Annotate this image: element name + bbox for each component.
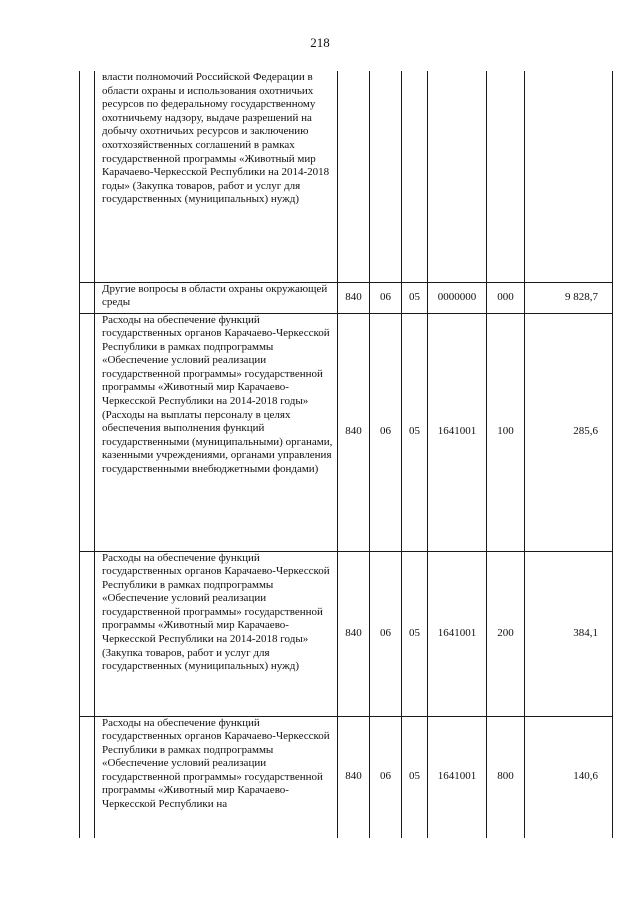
expense-type-code: 800 <box>487 716 525 838</box>
margin-cell <box>80 716 95 838</box>
row-description: власти полномочий Российской Федерации в области охраны и использования охотничьих ресурсов по федеральному государственному охотничьему надзору, выдаче разрешений на добычу охотничьих ресурсов и заключению охотхозяйственных соглашений в рамках государственной программы «Животный мир Карачаево-Черкесской Республики на 2014-2018 годы» (Закупка товаров, работ и услуг для государственных (муниципальных) нужд) <box>95 71 338 282</box>
section-code: 06 <box>370 716 402 838</box>
target-code: 0000000 <box>428 282 487 313</box>
amount: 384,1 <box>525 551 613 716</box>
ministry-code: 840 <box>338 282 370 313</box>
margin-cell <box>80 313 95 551</box>
target-code <box>428 71 487 282</box>
row-description: Расходы на обеспечение функций государственных органов Карачаево-Черкесской Республики в рамках подпрограммы «Обеспечение условий реализации государственной программы» государственной программы «Животный мир Карачаево-Черкесской Республики на 2014-2018 годы» (Закупка товаров, работ и услуг для государственных (муниципальных) нужд) <box>95 551 338 716</box>
section-code <box>370 71 402 282</box>
table-row <box>80 313 613 551</box>
amount: 9 828,7 <box>525 282 613 313</box>
budget-table <box>79 71 613 838</box>
expense-type-code: 100 <box>487 313 525 551</box>
amount: 285,6 <box>525 313 613 551</box>
page-number: 218 <box>310 35 330 50</box>
expense-type-code: 200 <box>487 551 525 716</box>
expense-type-code: 000 <box>487 282 525 313</box>
table-row <box>80 551 613 716</box>
section-code: 06 <box>370 313 402 551</box>
row-description: Расходы на обеспечение функций государственных органов Карачаево-Черкесской Республики в рамках подпрограммы «Обеспечение условий реализации государственной программы» государственной программы «Животный мир Карачаево-Черкесской Республики на <box>95 716 338 838</box>
table-row <box>80 282 613 313</box>
section-code: 06 <box>370 282 402 313</box>
ministry-code: 840 <box>338 313 370 551</box>
table-row <box>80 716 613 838</box>
subsection-code: 05 <box>402 282 428 313</box>
target-code: 1641001 <box>428 716 487 838</box>
margin-cell <box>80 551 95 716</box>
row-description: Расходы на обеспечение функций государственных органов Карачаево-Черкесской Республики в рамках подпрограммы «Обеспечение условий реализации государственной программы» государственной программы «Животный мир Карачаево-Черкесской Республики на 2014-2018 годы» (Расходы на выплаты персоналу в целях обеспечения выполнения функций государственными (муниципальными) органами, казенными учреждениями, органами управления государственными внебюджетными фондами) <box>95 313 338 551</box>
target-code: 1641001 <box>428 313 487 551</box>
row-description: Другие вопросы в области охраны окружающей среды <box>95 282 338 313</box>
ministry-code <box>338 71 370 282</box>
subsection-code: 05 <box>402 551 428 716</box>
subsection-code: 05 <box>402 313 428 551</box>
ministry-code: 840 <box>338 716 370 838</box>
subsection-code: 05 <box>402 716 428 838</box>
amount: 140,6 <box>525 716 613 838</box>
ministry-code: 840 <box>338 551 370 716</box>
table-row <box>80 71 613 282</box>
margin-cell <box>80 282 95 313</box>
subsection-code <box>402 71 428 282</box>
expense-type-code <box>487 71 525 282</box>
target-code: 1641001 <box>428 551 487 716</box>
amount <box>525 71 613 282</box>
margin-cell <box>80 71 95 282</box>
section-code: 06 <box>370 551 402 716</box>
